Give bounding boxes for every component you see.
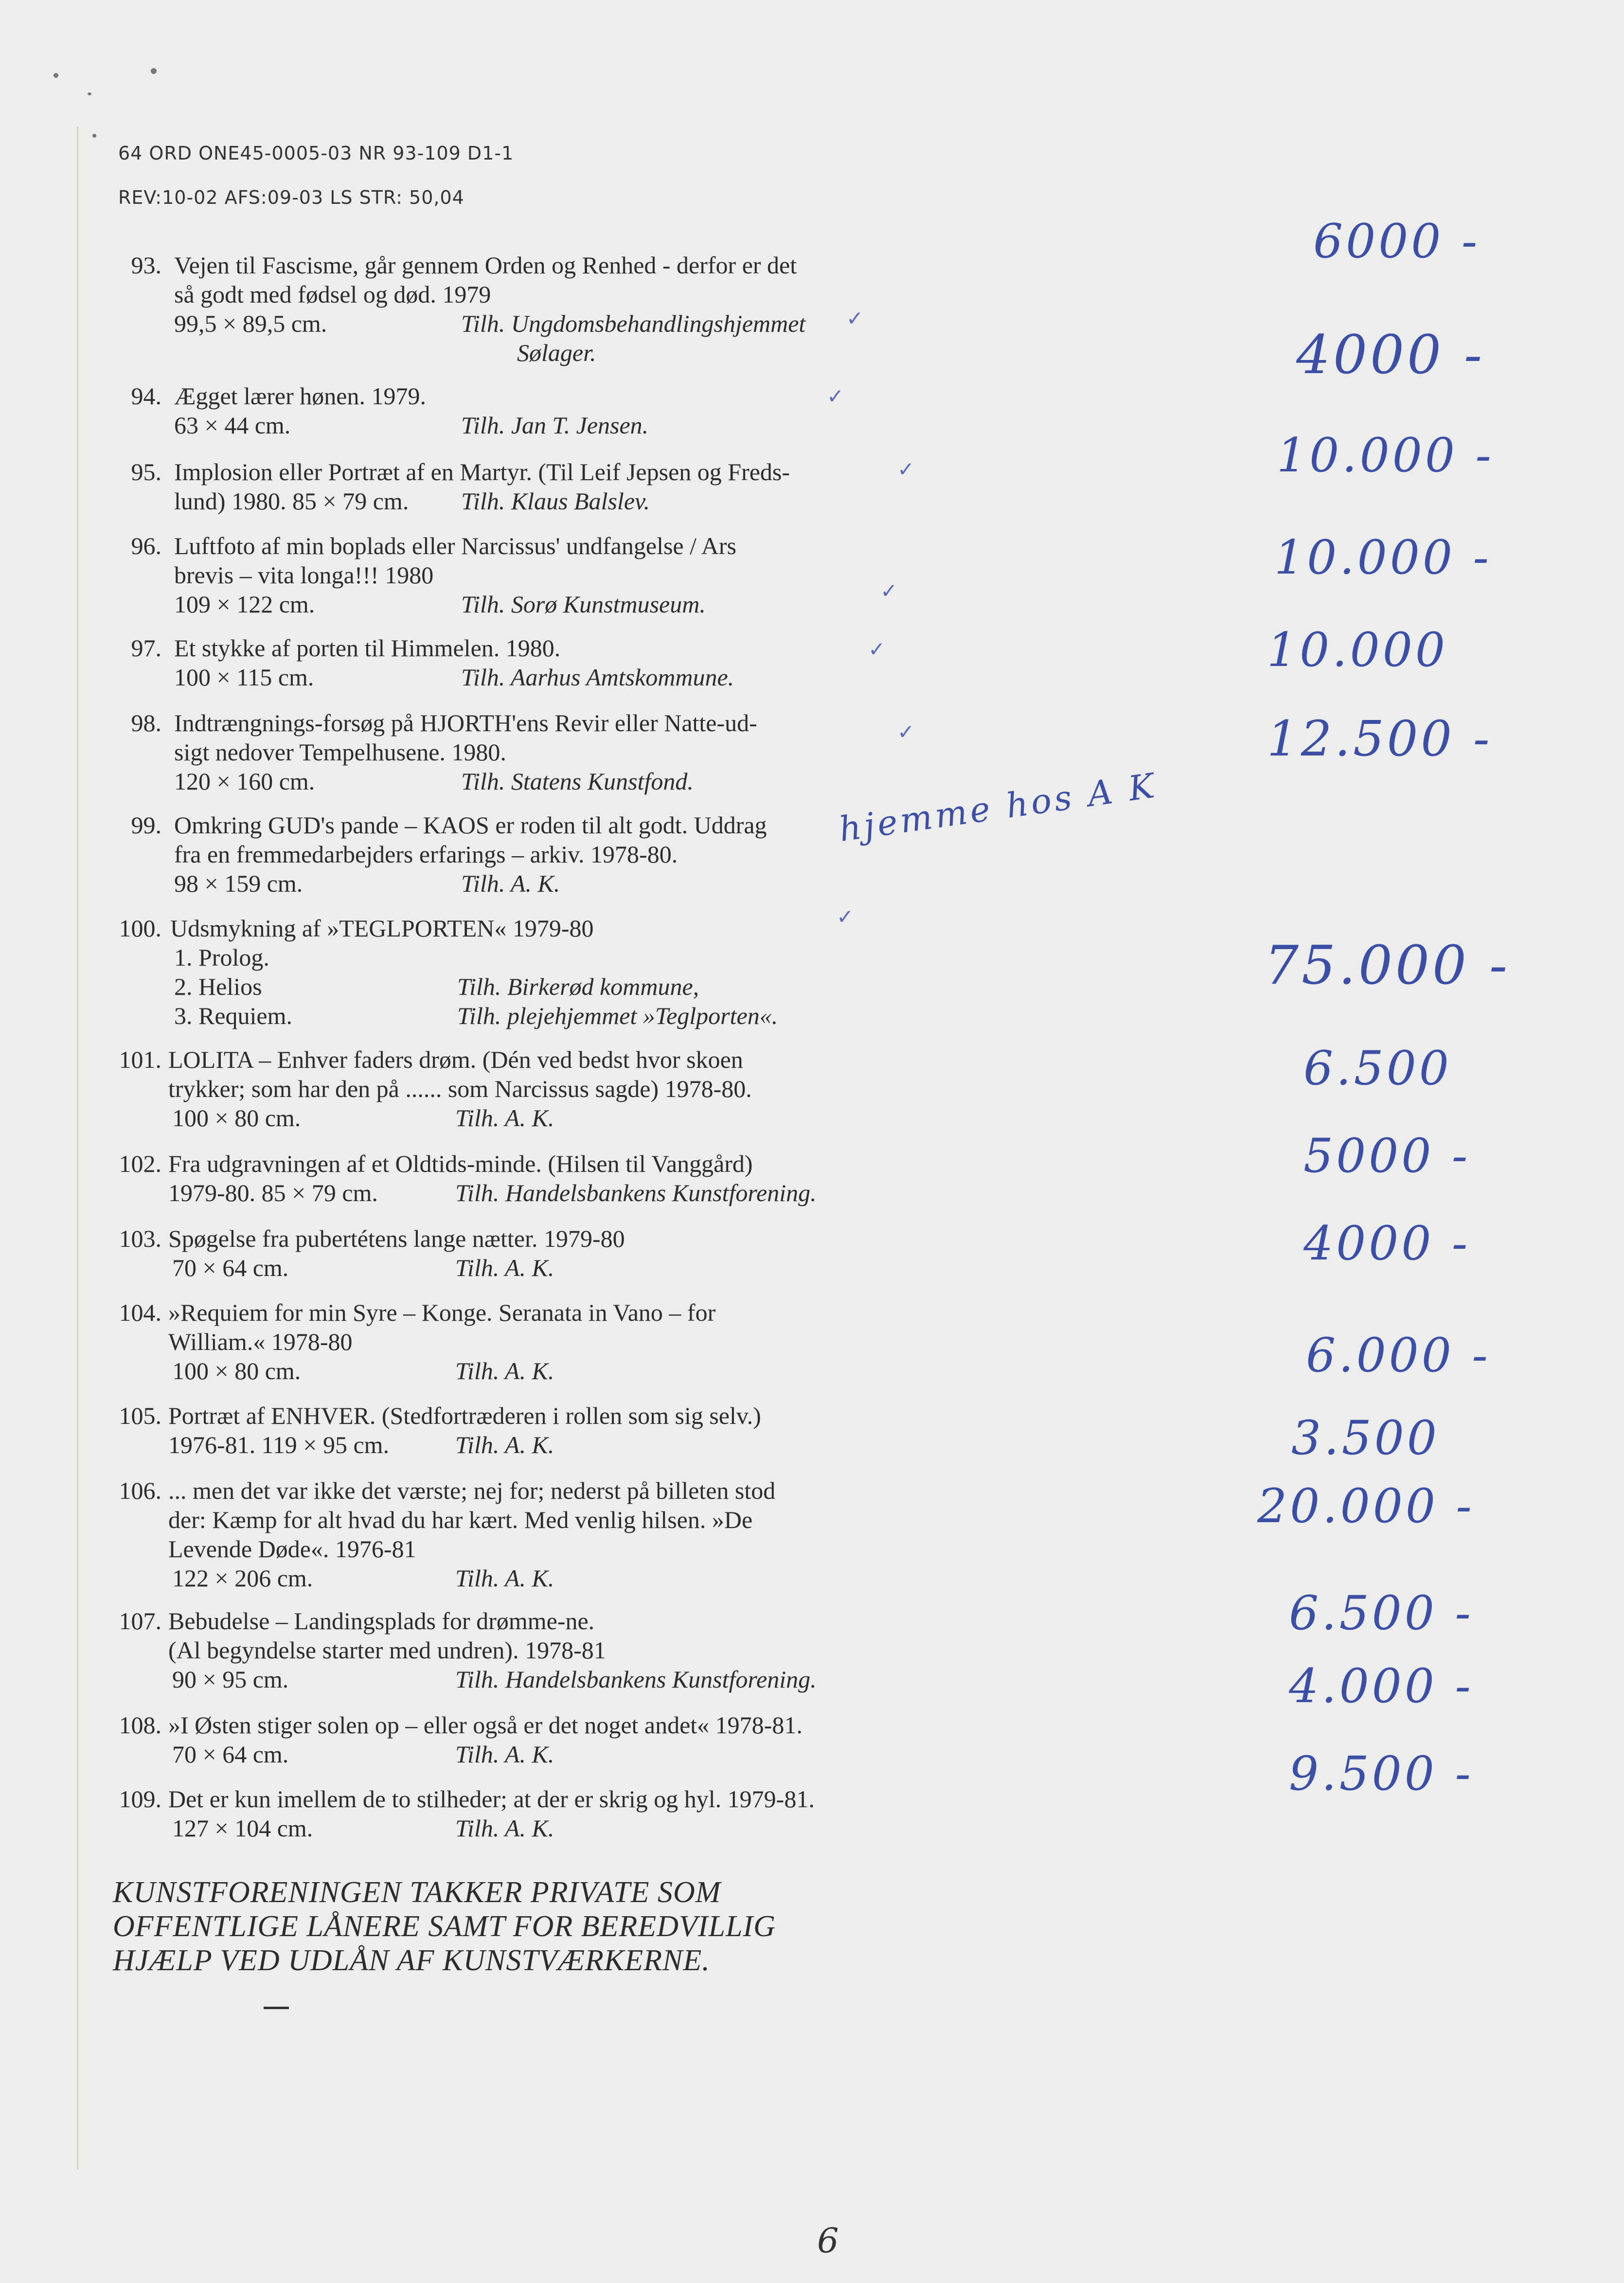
entry-owner: Tilh. Birkerød kommune,: [457, 973, 699, 1000]
entry-title-line: så godt med fødsel og død. 1979: [174, 281, 491, 308]
entry-title-line: Et stykke af porten til Himmelen. 1980.: [174, 634, 561, 662]
catalog-code-line: 64 ORD ONE45-0005-03 NR 93-109 D1-1: [118, 143, 514, 164]
entry-title-line: ... men det var ikke det værste; nej for; nederst på billeten stod: [168, 1477, 776, 1504]
entry-title-line: Bebudelse – Landingsplads for drømme-ne.: [168, 1607, 595, 1635]
handwritten-price: 4.000 -: [1289, 1659, 1474, 1713]
catalog-entry-102: [107, 1149, 895, 1207]
entry-number: 108.: [119, 1711, 161, 1739]
entry-owner: Tilh. A. K.: [455, 1431, 554, 1458]
entry-dimensions: 63 × 44 cm.: [174, 412, 291, 439]
entry-title-line: Det er kun imellem de to stilheder; at der er skrig og hyl. 1979-81.: [168, 1785, 815, 1813]
entry-title-line: Indtrængnings-forsøg på HJORTH'ens Revir eller Natte-ud-: [174, 709, 757, 737]
handwritten-price: 4000 -: [1296, 324, 1485, 386]
entry-title-line: LOLITA – Enhver faders drøm. (Dén ved bedst hvor skoen: [168, 1046, 743, 1073]
entry-owner: Tilh. A. K.: [455, 1254, 554, 1281]
catalog-entry-109: [107, 1784, 895, 1843]
entry-title-line: Ægget lærer hønen. 1979.: [174, 382, 426, 410]
catalog-entry-103: [107, 1224, 895, 1282]
entry-title-line: sigt nedover Tempelhusene. 1980.: [174, 738, 506, 766]
handwritten-note: hjemme hos A K: [837, 765, 1160, 850]
entry-owner: Tilh. A. K.: [455, 1815, 554, 1842]
catalog-entry-96: [107, 531, 898, 619]
acknowledgement-line: OFFENTLIGE LÅNERE SAMT FOR BEREDVILLIG: [113, 1910, 776, 1943]
entry-owner: Tilh. A. K.: [455, 1741, 554, 1768]
entry-number: 94.: [131, 382, 161, 410]
entry-dimensions: 90 × 95 cm.: [172, 1666, 289, 1693]
entry-number: 96.: [131, 532, 161, 559]
entry-title-line: 1. Prolog.: [174, 944, 269, 971]
entry-title-line: trykker; som har den på ...... som Narcissus sagde) 1978-80.: [168, 1075, 752, 1102]
catalog-entry-100: [107, 914, 895, 1030]
acknowledgement-line: KUNSTFORENINGEN TAKKER PRIVATE SOM: [113, 1876, 721, 1909]
entry-owner: Tilh. Jan T. Jensen.: [461, 412, 649, 439]
entry-part: 2. Helios: [174, 973, 262, 1000]
margin-crease: [77, 126, 78, 2170]
entry-number: 98.: [131, 709, 161, 737]
checkmark-icon: ✓: [868, 637, 886, 661]
entry-number: 101.: [119, 1046, 161, 1073]
catalog-entry-106: [107, 1476, 895, 1593]
catalog-entry-97: [107, 633, 895, 692]
entry-title-line: Portræt af ENHVER. (Stedfortræderen i rollen som sig selv.): [168, 1402, 761, 1429]
entry-part: 3. Requiem.: [174, 1002, 293, 1029]
checkmark-icon: ✓: [897, 720, 915, 744]
entry-number: 103.: [119, 1225, 161, 1252]
entry-owner: Tilh. Handelsbankens Kunstforening.: [455, 1179, 817, 1206]
catalog-entry-94: [107, 381, 895, 440]
catalog-entry-99: [107, 810, 895, 898]
entry-number: 95.: [131, 458, 161, 485]
handwritten-price: 10.000 -: [1274, 530, 1492, 585]
page-number: 6: [817, 2221, 839, 2261]
entry-dimensions: 70 × 64 cm.: [172, 1741, 289, 1768]
entry-number: 93.: [131, 252, 161, 279]
catalog-entry-107: [107, 1606, 895, 1694]
entry-title-line: Omkring GUD's pande – KAOS er roden til alt godt. Uddrag: [174, 811, 767, 839]
handwritten-price: 6.000 -: [1306, 1328, 1491, 1383]
acknowledgement-line: HJÆLP VED UDLÅN AF KUNSTVÆRKERNE.: [113, 1944, 710, 1977]
entry-title-line: brevis – vita longa!!! 1980: [174, 561, 434, 589]
entry-owner: Tilh. Ungdomsbehandlingshjemmet: [461, 310, 806, 337]
catalog-entry-98: [107, 708, 895, 796]
closing-dash: [264, 2007, 289, 2009]
entry-title-line: (Al begyndelse starter med undren). 1978-81: [168, 1636, 606, 1664]
entry-owner: Tilh. Sorø Kunstmuseum.: [461, 591, 706, 618]
handwritten-price: 9.500 -: [1289, 1746, 1474, 1801]
entry-title-line: Luftfoto af min boplads eller Narcissus' undfangelse / Ars: [174, 532, 736, 559]
entry-dimensions: 1979-80. 85 × 79 cm.: [168, 1179, 378, 1206]
acknowledgement-text: [113, 1875, 776, 1977]
entry-title-line: Implosion eller Portræt af en Martyr. (Til Leif Jepsen og Freds-: [174, 458, 790, 485]
entry-title-line: Fra udgravningen af et Oldtids-minde. (Hilsen til Vanggård): [168, 1150, 753, 1177]
entry-owner-continued: Sølager.: [517, 339, 596, 366]
entry-dimensions: 122 × 206 cm.: [172, 1564, 313, 1592]
entry-dimensions: 1976-81. 119 × 95 cm.: [168, 1431, 390, 1458]
entry-dimensions: 98 × 159 cm.: [174, 870, 303, 897]
entry-owner: Tilh. A. K.: [455, 1357, 554, 1384]
entry-title-line: Udsmykning af »TEGLPORTEN« 1979-80: [170, 915, 594, 942]
entry-owner: Tilh. Handelsbankens Kunstforening.: [455, 1666, 817, 1693]
catalog-entry-108: [107, 1710, 895, 1769]
entry-number: 107.: [119, 1607, 161, 1635]
entry-title-line: »Requiem for min Syre – Konge. Seranata in Vano – for: [168, 1299, 716, 1326]
entry-dimensions: 70 × 64 cm.: [172, 1254, 289, 1281]
checkmark-icon: ✓: [846, 306, 864, 330]
entry-dimensions: lund) 1980. 85 × 79 cm.: [174, 487, 409, 515]
handwritten-price: 6.500 -: [1289, 1586, 1474, 1640]
entry-title-line: Levende Døde«. 1976-81: [168, 1535, 416, 1563]
entry-owner: Tilh. Aarhus Amtskommune.: [461, 664, 734, 691]
checkmark-icon: ✓: [897, 457, 915, 481]
speck: [151, 68, 157, 74]
handwritten-price: 3.500: [1291, 1411, 1440, 1465]
entry-title-line: der: Kæmp for alt hvad du har kært. Med venlig hilsen. »De: [168, 1506, 753, 1533]
handwritten-price: 4000 -: [1303, 1216, 1471, 1271]
entry-dimensions: 99,5 × 89,5 cm.: [174, 310, 327, 337]
handwritten-price: 5000 -: [1303, 1129, 1471, 1183]
entry-number: 106.: [119, 1477, 161, 1504]
entry-dimensions: 120 × 160 cm.: [174, 768, 315, 795]
entry-title-line: »I Østen stiger solen op – eller også er det noget andet« 1978-81.: [168, 1711, 803, 1739]
entry-dimensions: 100 × 115 cm.: [174, 664, 314, 691]
entry-title-line: fra en fremmedarbejders erfarings – arkiv. 1978-80.: [174, 841, 678, 868]
handwritten-price: 12.500 -: [1267, 710, 1493, 767]
speck: [92, 134, 96, 138]
catalog-entry-101: [107, 1045, 895, 1133]
catalog-entry-93: [107, 251, 895, 367]
entry-number: 104.: [119, 1299, 161, 1326]
handwritten-price: 10.000: [1267, 623, 1448, 677]
entry-number: 105.: [119, 1402, 161, 1429]
entry-owner: Tilh. Klaus Balslev.: [461, 487, 650, 515]
checkmark-icon: ✓: [837, 905, 854, 929]
speck: [88, 92, 91, 95]
entry-number: 97.: [131, 634, 161, 662]
handwritten-price: 20.000 -: [1257, 1479, 1475, 1533]
entry-dimensions: 127 × 104 cm.: [172, 1815, 313, 1842]
entry-dimensions: 109 × 122 cm.: [174, 591, 315, 618]
entry-owner: Tilh. A. K.: [461, 870, 560, 897]
entry-title-line: William.« 1978-80: [168, 1328, 353, 1355]
entry-owner: Tilh. Statens Kunstfond.: [461, 768, 694, 795]
entry-title-line: Vejen til Fascisme, går gennem Orden og Renhed - derfor er det: [174, 252, 797, 279]
entry-number: 109.: [119, 1785, 161, 1813]
checkmark-icon: ✓: [827, 384, 844, 408]
handwritten-price: 75.000 -: [1265, 934, 1511, 996]
entry-number: 102.: [119, 1150, 161, 1177]
entry-number: 99.: [131, 811, 161, 839]
catalog-entry-105: [107, 1401, 895, 1459]
catalog-entry-104: [107, 1298, 895, 1385]
speck: [54, 73, 58, 78]
handwritten-price: 10.000 -: [1277, 428, 1494, 483]
entry-dimensions: 100 × 80 cm.: [172, 1104, 301, 1132]
entry-owner: Tilh. plejehjemmet »Teglporten«.: [457, 1002, 778, 1029]
entry-number: 100.: [119, 915, 161, 942]
handwritten-price: 6000 -: [1313, 214, 1481, 269]
revision-line: REV:10-02 AFS:09-03 LS STR: 50,04: [118, 187, 464, 208]
handwritten-price: 6.500: [1303, 1041, 1452, 1096]
checkmark-icon: ✓: [880, 579, 898, 603]
entry-dimensions: 100 × 80 cm.: [172, 1357, 301, 1384]
entry-owner: Tilh. A. K.: [455, 1104, 554, 1132]
entry-owner: Tilh. A. K.: [455, 1564, 554, 1592]
catalog-entry-95: [107, 457, 895, 516]
entry-title-line: Spøgelse fra pubertétens lange nætter. 1979-80: [168, 1225, 625, 1252]
